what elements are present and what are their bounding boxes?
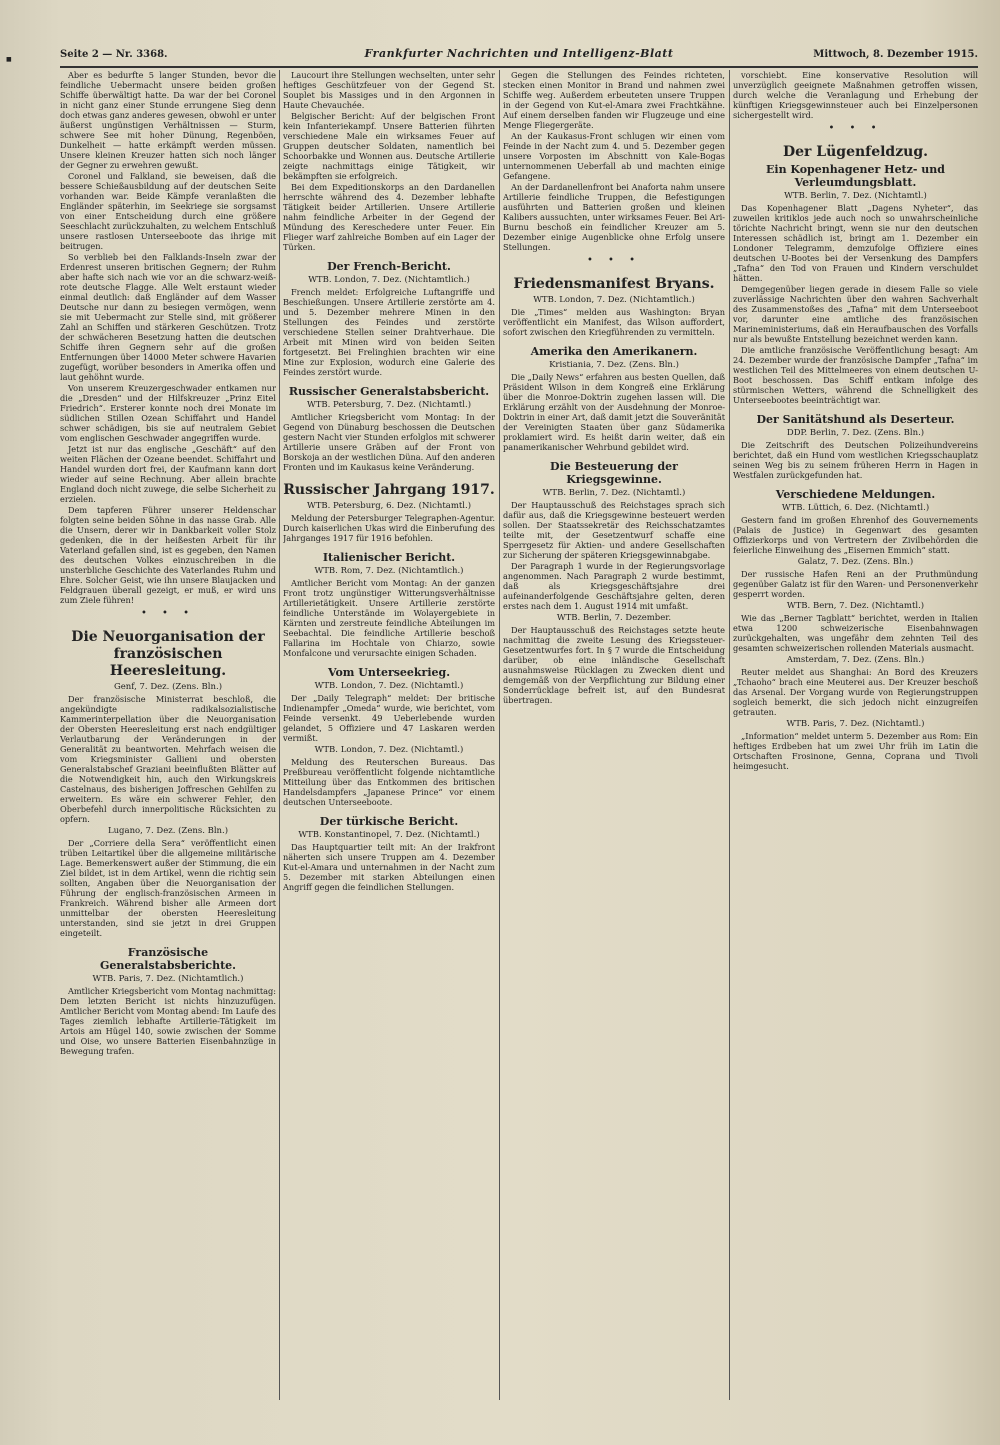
- article-paragraph: Dem tapferen Führer unserer Heldenschar folgten seine beiden Söhne in das nasse Grab. Alle die Unsern, derer wir in Dankbarkeit voller Stolz gedenken, die in der heißesten Arbeit für ihr Vaterland gefallen sind, ist es gegeben, den Namen des deutschen Volkes einzuschreiben in die unsterbliche Geschichte des Vaterlandes Ruhm und Ehre. Solcher Geist, wie ihn unsere Blaujacken und Feldgrauen überall gezeigt, er muß, er wird uns zum Ziele führen!: [60, 505, 276, 605]
- article-headline: Amerika den Amerikanern.: [530, 345, 698, 358]
- article-paragraph: Das Hauptquartier teilt mit: An der Irakfront näherten sich unsere Truppen am 4. Dezember Kut-el-Amara und unternahmen in der Nacht zum 5. Dezember mit starken Abteilungen einen Angriff gegen die feindlichen Stellungen.: [283, 842, 495, 892]
- article-paragraph: Amtlicher Bericht vom Montag: An der ganzen Front trotz ungünstiger Witterungsverhältnisse Artillerietätigkeit. Unsere Artillerie zerstörte feindliche Unterstände im Wolayergebiete in Kärnten und zerstreute feindliche Abteilungen im Seebachtal. Die feindliche Artillerie beschoß Fallarina im Hochtale von Chiarzo, sowie Monfalcone und verursachte einigen Schaden.: [283, 578, 495, 658]
- article-paragraph: Die Zeitschrift des Deutschen Polizeihundvereins berichtet, daß ein Hund vom westlichen Kriegsschauplatz seinen Weg bis zu seinem früheren Herrn in Hagen in Westfalen zurückgefunden hat.: [733, 440, 978, 480]
- article-paragraph: Belgischer Bericht: Auf der belgischen Front kein Infanteriekampf. Unsere Batterien führten verschiedene Male ein wirksames Feuer auf Gruppen deutscher Soldaten, namentlich bei Schoorbakke und Wonnen aus. Deutsche Artillerie zeigte nachmittags einige Tätigkeit, wir bekämpften sie erfolgreich.: [283, 111, 495, 181]
- article-paragraph: Gestern fand im großen Ehrenhof des Gouvernements (Palais de Justice) in Gegenwart des gesamten Offizierkorps und von Vertretern der Zivilbehörden die feierliche Einweihung des „Eisernen Emmich“ statt.: [733, 515, 978, 555]
- dateline: WTB. Berlin, 7. Dez. (Nichtamtl.): [784, 191, 927, 201]
- dateline: WTB. Lüttich, 6. Dez. (Nichtamtl.): [781, 503, 930, 513]
- dateline: Genf, 7. Dez. (Zens. Bln.): [113, 682, 223, 692]
- column-4: [733, 70, 978, 1400]
- article-paragraph: Coronel und Falkland, sie beweisen, daß die bessere Schießausbildung auf der deutschen Seite vorhanden war. Beide Kämpfe veranlaßten die Engländer späterhin, im Seekriege sie sorgsamst von einer Entscheidung durch eine größere Seeschlacht zurückzuhalten, zu welchem Entschluß unsere rastlosen Unterseeboote das ihrige mit beitrugen.: [60, 171, 276, 251]
- page-number: Seite 2 — Nr. 3368.: [60, 49, 168, 60]
- article-paragraph: Die „Daily News“ erfahren aus besten Quellen, daß Präsident Wilson in dem Kongreß eine Erklärung über die Monroe-Doktrin zugehen lassen will. Die Erklärung erzählt von der Ausdehnung der Monroe-Doktrin in einer Art, daß damit jetzt die Souveränität der Vereinigten Staaten über ganz Südamerika proklamiert wird. Es heißt darin weiter, daß ein panamerikanischer Wehrbund gebildet wird.: [503, 372, 725, 452]
- column-1: [60, 70, 276, 1400]
- article-headline: Die Besteuerung der Kriegsgewinne.: [550, 460, 678, 486]
- article-paragraph: Demgegenüber liegen gerade in diesem Falle so viele zuverlässige Nachrichten über den wahren Sachverhalt des Zusammenstoßes des „Tafna“ mit dem Unterseeboot vor, darunter eine amtliche des französischen Marineministeriums, daß ein Heraufbauschen des Vorfalls nur als bewußte Entstellung bezeichnet werden kann.: [733, 284, 978, 344]
- dateline: WTB. London, 7. Dez. (Nichtamtl.): [314, 745, 464, 755]
- dateline: Kristiania, 7. Dez. (Zens. Bln.): [549, 360, 679, 370]
- article-paragraph: Bei dem Expeditionskorps an den Dardanellen herrschte während des 4. Dezember lebhafte Tätigkeit beider Artillerien. Unsere Artillerie nahm feindliche Arbeiter in der Gegend der Mündung des Kereschedere unter Feuer. Ein Flieger warf zahlreiche Bomben auf ein Lager der Türken.: [283, 182, 495, 252]
- dateline: DDP. Berlin, 7. Dez. (Zens. Bln.): [786, 428, 925, 438]
- dateline: WTB. Rom, 7. Dez. (Nichtamtlich.): [314, 566, 464, 576]
- article-headline: Italienischer Bericht.: [322, 551, 456, 564]
- article-headline: Vom Unterseekrieg.: [327, 666, 451, 679]
- article-paragraph: Wie das „Berner Tagblatt“ berichtet, werden in Italien etwa 1200 schweizerische Eisenbahnwagen zurückgehalten, was ungefähr dem zehnten Teil des gesamten schweizerischen rollenden Materials ausmacht.: [733, 613, 978, 653]
- dateline: WTB. Petersburg, 6. Dez. (Nichtamtl.): [306, 501, 472, 511]
- article-headline: Verschiedene Meldungen.: [775, 488, 936, 501]
- article-paragraph: French meldet: Erfolgreiche Luftangriffe und Beschießungen. Unsere Artillerie zerstörte am 4. und 5. Dezember mehrere Minen in den Stellungen des Feindes und zerstörte verschiedene Stellen seiner Drahtverhaue. Die Arbeit mit Minen wird von beiden Seiten fortgesetzt. Bei Frelinghien brachten wir eine Mine zur Explosion, wodurch eine Galerie des Feindes zerstört wurde.: [283, 287, 495, 377]
- article-headline: Der türkische Bericht.: [319, 815, 459, 828]
- article-paragraph: An der Dardanellenfront bei Anaforta nahm unsere Artillerie feindliche Truppen, die Befestigungen ausführten und Batterien großen und kleinen Kalibers aussuchten, unter wirksames Feuer. Bei Ari-Burnu beschoß ein feindlicher Kreuzer am 5. Dezember einige Augenblicke ohne Erfolg unsere Stellungen.: [503, 182, 725, 252]
- column-rule: [729, 70, 730, 1400]
- dateline: WTB. Paris, 7. Dez. (Nichtamtl.): [786, 719, 925, 729]
- article-paragraph: Der „Daily Telegraph“ meldet: Der britische Indienampfer „Omeda“ wurde, wie berichtet, vom Feinde versenkt. 49 Ueberlebende wurden gelandet, 5 Offiziere und 47 Laskaren werden vermißt.: [283, 693, 495, 743]
- article-headline: Die Neuorganisation der französischen Heeresleitung.: [71, 629, 265, 679]
- article-paragraph: Der Paragraph 1 wurde in der Regierungsvorlage angenommen. Nach Paragraph 2 wurde bestimmt, daß als Kriegsgeschäftsjahre drei aufeinanderfolgende Geschäftsjahre gelten, deren erstes nach dem 1. August 1914 mit umfaßt.: [503, 561, 725, 611]
- article-paragraph: Der französische Ministerrat beschloß, die angekündigte radikalsozialistische Kammerinterpellation über die Neuorganisation der Obersten Heeresleitung erst nach endgültiger Verlautbarung der Veränderungen in der Generalität zu beantworten. Mehrfach weisen die vom Kriegsminister Gallieni und obersten Generalstabschef Graziani beeinflußten Blätter auf die Notwendigkeit hin, auch den Wirkungskreis Castelnaus, des bisherigen Joffreschen Gehilfen zu erweitern. Es wäre ein schwerer Fehler, den Oberbefehl durch innerpolitische Rücksichten zu opfern.: [60, 694, 276, 824]
- issue-date: Mittwoch, 8. Dezember 1915.: [813, 49, 978, 60]
- dateline: WTB. Petersburg, 7. Dez. (Nichtamtl.): [306, 400, 472, 410]
- column-rule: [499, 70, 500, 1400]
- article-paragraph: „Information“ meldet unterm 5. Dezember aus Rom: Ein heftiges Erdbeben hat um zwei Uhr früh im Latin die Ortschaften Frosinone, Genna, Coprana und Tivoli heimgesucht.: [733, 731, 978, 771]
- masthead: [60, 46, 978, 68]
- article-headline: Französische Generalstabsberichte.: [99, 946, 237, 972]
- article-subheadline: Ein Kopenhagener Hetz- und Verleumdungsblatt.: [766, 163, 945, 189]
- article-paragraph: An der Kaukasus-Front schlugen wir einen vom Feinde in der Nacht zum 4. und 5. Dezember gegen unsere Vorposten im Abschnitt von Kale-Bogas unternommenen Ueberfall ab und machten einige Gefangene.: [503, 131, 725, 181]
- article-paragraph: Die amtliche französische Veröffentlichung besagt: Am 24. Dezember wurde der französische Dampfer „Tafna“ im westlichen Teil des Mittelmeeres von einem deutschen U-Boot beschossen. Das Schiff entkam infolge des stürmischen Wetters, während die Schnelligkeit des Unterseebootes beeinträchtigt war.: [733, 345, 978, 405]
- article-paragraph: Laucourt ihre Stellungen wechselten, unter sehr heftiges Geschützfeuer von der Gegend St. Souplet bis Massiges und in den Argonnen in Haute Chevauchée.: [283, 70, 495, 110]
- article-paragraph: Der „Corriere della Sera“ veröffentlicht einen trüben Leitartikel über die allgemeine militärische Lage. Bemerkenswert außer der Stimmung, die ein Ziel bildet, ist in dem Artikel, wenn die richtig sein sollten, Angaben über die Neuorganisation der Führung der englisch-französischen Armeen in Frankreich. Während bisher alle Armeen dort unmittelbar der obersten Heeresleitung unterstanden, sind sie jetzt in drei Gruppen eingeteilt.: [60, 838, 276, 938]
- article-paragraph: Meldung der Petersburger Telegraphen-Agentur. Durch kaiserlichen Ukas wird die Einberufung des Jahrganges 1917 für 1916 befohlen.: [283, 513, 495, 543]
- dateline: WTB. Bern, 7. Dez. (Nichtamtl.): [786, 601, 925, 611]
- dateline: WTB. London, 7. Dez. (Nichtamtlich.): [533, 295, 695, 305]
- article-paragraph: Der russische Hafen Reni an der Pruthmündung gegenüber Galatz ist für den Waren- und Personenverkehr gesperrt worden.: [733, 569, 978, 599]
- article-paragraph: Das Kopenhagener Blatt „Dagens Nyheter“, das zuweilen kritiklos jede auch noch so unwahrscheinliche törichte Nachricht bringt, wenn sie nur den deutschen Interessen schädlich ist, bringt am 1. Dezember ein Londoner Telegramm, demzufolge Offiziere eines deutschen U-Bootes bei der Versenkung des Dampfers „Tafna“ den Tod von Frauen und Kindern verschuldet hätten.: [733, 203, 978, 283]
- article-paragraph: Gegen die Stellungen des Feindes richteten, stecken einen Monitor in Brand und nahmen zwei Schiffe weg. Außerdem erbeuteten unsere Truppen in der Gegend von Kut-el-Amara zwei Frachtkähne. Auf einem derselben fanden wir Flugzeuge und eine Menge Fliegergeräte.: [503, 70, 725, 130]
- article-paragraph: Von unserem Kreuzergeschwader entkamen nur die „Dresden“ und der Hilfskreuzer „Prinz Eitel Friedrich“. Ersterer konnte noch drei Monate im südlichen Stillen Ozean Schiffahrt und Handel schwer schädigen, bis sie auf neutralem Gebiet vom englischen Geschwader angegriffen wurde.: [60, 383, 276, 443]
- dateline: WTB. Berlin, 7. Dezember.: [556, 613, 672, 623]
- dateline: Galatz, 7. Dez. (Zens. Bln.): [797, 557, 914, 567]
- article-headline: Der Lügenfeldzug.: [782, 144, 929, 160]
- article-paragraph: So verblieb bei den Falklands-Inseln zwar der Erdenrest unseren britischen Gegnern; der Ruhm aber hafte sich nach wie vor an die schwarz-weiß-rote deutsche Flagge. Alle Welt erstaunt wieder einmal deutlich: daß Engländer auf dem Wasser Deutsche nur dann zu besiegen vermögen, wenn sie mit Uebermacht zur Stelle sind, mit größerer Zahl an Schiffen und stärkeren Geschützen. Trotz der schwächeren Besetzung hatten die deutschen Schiffe ihren Gegnern sehr auf die großen Entfernungen über 14000 Meter schwere Havarien zugefügt, worüber besonders in Amerika offen und laut gehöhnt wurde.: [60, 252, 276, 382]
- margin-mark: ■: [6, 56, 12, 63]
- dateline: Amsterdam, 7. Dez. (Zens. Bln.): [786, 655, 925, 665]
- dateline: WTB. London, 7. Dez. (Nichtamtl.): [314, 681, 464, 691]
- article-headline: Russischer Generalstabsbericht.: [288, 385, 490, 398]
- column-rule: [279, 70, 280, 1400]
- article-paragraph: Der Hauptausschuß des Reichstages sprach sich dafür aus, daß die Kriegsgewinne besteuert werden sollen. Der Staatssekretär des Reichsschatzamtes teilte mit, der Gesetzentwurf schaffe eine Sperrgesetz für Aktien- und andere Gesellschaften zur Sicherung der späteren Kriegsgewinnabgabe.: [503, 500, 725, 560]
- article-paragraph: Meldung des Reuterschen Bureaus. Das Preßbureau veröffentlicht folgende nichtamtliche Mitteilung über das Entkommen des britischen Handelsdampfers „Japanese Prince“ vor einem deutschen Unterseeboote.: [283, 757, 495, 807]
- article-headline: Friedensmanifest Bryans.: [513, 276, 715, 292]
- newspaper-title: Frankfurter Nachrichten und Intelligenz-Blatt: [364, 47, 674, 60]
- article-paragraph: Die „Times“ melden aus Washington: Bryan veröffentlicht ein Manifest, das Wilson auffordert, sofort zwischen den Kriegführenden zu vermitteln.: [503, 307, 725, 337]
- article-headline: Der Sanitätshund als Deserteur.: [756, 413, 955, 426]
- article-paragraph: Amtlicher Kriegsbericht vom Montag: In der Gegend von Dünaburg beschossen die Deutschen gestern Nacht vier Stunden erfolglos mit schwerer Artillerie unsere Gräben auf der Front von Borskoja an der westlichen Düna. Auf den anderen Fronten und im Kaukasus keine Veränderung.: [283, 412, 495, 472]
- article-headline: Russischer Jahrgang 1917.: [283, 482, 495, 498]
- article-paragraph: vorschiebt. Eine konservative Resolution will unverzüglich geeignete Maßnahmen getroffen wissen, durch welche die Veranlagung und Erhebung der künftigen Kriegsgewinnsteuer auch bei Einzelpersonen sichergestellt wird.: [733, 70, 978, 120]
- dateline: WTB. London, 7. Dez. (Nichtamtlich.): [308, 275, 470, 285]
- dateline: Lugano, 7. Dez. (Zens. Bln.): [107, 826, 229, 836]
- dateline: WTB. Berlin, 7. Dez. (Nichtamtl.): [542, 488, 686, 498]
- article-paragraph: Amtlicher Kriegsbericht vom Montag nachmittag: Dem letzten Bericht ist nichts hinzuzufügen. Amtlicher Bericht vom Montag abend: Im Laufe des Tages ziemlich lebhafte Artillerie-Tätigkeit im Artois am Hügel 140, sowie zwischen der Somme und Oise, wo unsere Batterien Eisenbahnzüge in Bewegung trafen.: [60, 986, 276, 1056]
- article-paragraph: Reuter meldet aus Shanghai: An Bord des Kreuzers „Tchaoho“ brach eine Meuterei aus. Der Kreuzer beschoß das Arsenal. Der Vorgang wurde von Regierungstruppen sogleich bemerkt, die sich jedoch nicht einzugreifen getrauten.: [733, 667, 978, 717]
- column-2: [283, 70, 495, 1400]
- article-headline: Der French-Bericht.: [327, 260, 451, 273]
- section-separator: • • •: [140, 608, 196, 619]
- column-3: [503, 70, 725, 1400]
- section-separator: • • •: [586, 255, 642, 266]
- article-paragraph: Aber es bedurfte 5 langer Stunden, bevor die feindliche Uebermacht unsere beiden großen Schiffe überwältigt hatte. Da war der bei Coronel in nicht ganz einer Stunde errungene Sieg denn doch etwas ganz anderes gewesen, obwohl er unter äußerst ungünstigen Verhältnissen — Sturm, schwere See mit hoher Dünung, Regenböen, Dunkelheit — hatte erkämpft werden müssen. Unsere kleinen Kreuzer hatten sich noch länger der Gegner zu erwehren gewußt.: [60, 70, 276, 170]
- dateline: WTB. Konstantinopel, 7. Dez. (Nichtamtl.): [298, 830, 480, 840]
- article-paragraph: Der Hauptausschuß des Reichstages setzte heute nachmittag die zweite Lesung des Kriegssteuer-Gesetzentwurfes fort. In § 7 wurde die Entscheidung darüber, ob eine inländische Gesellschaft ausnahmsweise Rücklagen zu Zwecken dient und demgemäß von der Verpflichtung zur Bildung einer Sonderrücklage befreit ist, auf den Bundesrat übertragen.: [503, 625, 725, 705]
- section-separator: • • •: [828, 123, 883, 134]
- dateline: WTB. Paris, 7. Dez. (Nichtamtlich.): [92, 974, 244, 984]
- article-paragraph: Jetzt ist nur das englische „Geschäft“ auf den weiten Flächen der Ozeane beendet. Schiffahrt und Handel wurden dort frei, der Kaufmann kann dort wieder auf seine Rechnung. Aber allein brachte England doch nicht zuwege, die selbe Sicherheit zu erzielen.: [60, 444, 276, 504]
